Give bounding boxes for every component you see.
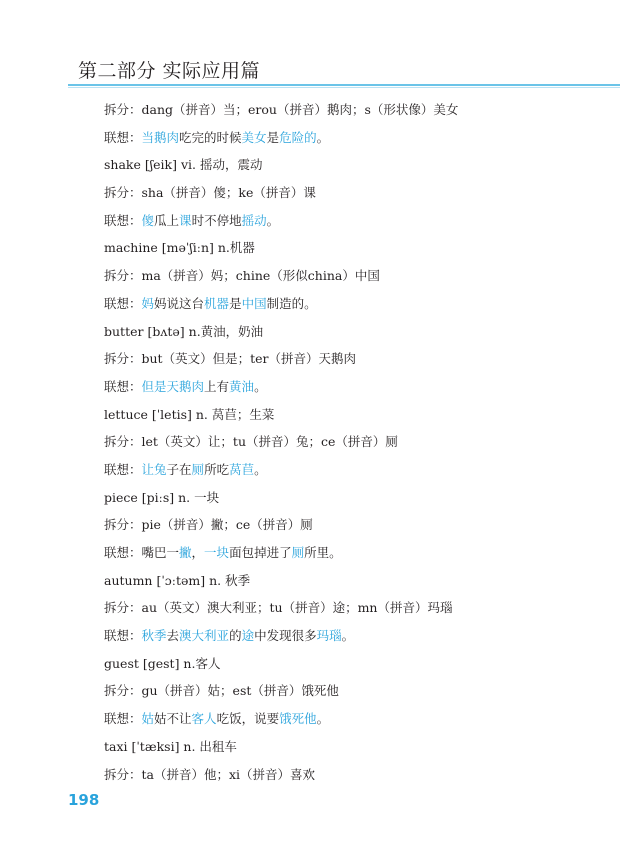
highlighted-text: 让兔 — [141, 461, 167, 477]
highlighted-text: 机器 — [204, 295, 230, 311]
line-text: 中发现很多 — [254, 628, 317, 644]
line-text: 姑不让 — [154, 711, 192, 727]
line-text: 去 — [166, 628, 180, 644]
line-text: 所里。 — [304, 545, 342, 560]
highlighted-text: 澳大利亚 — [179, 628, 230, 644]
line-text: 拆分：gu（拼音）姑；est（拼音）饿死他 — [104, 683, 339, 699]
highlighted-text: 黄油 — [229, 378, 255, 394]
line-text: 。 — [266, 212, 280, 228]
line-text: ， — [191, 545, 205, 560]
line-text: 。 — [316, 129, 330, 145]
highlighted-text: 撇 — [179, 545, 192, 560]
entry-line — [104, 401, 604, 429]
line-text: 妈说这台 — [154, 295, 205, 311]
highlighted-text: 危险的 — [279, 129, 317, 145]
line-text: piece [piːs] n. 一块 — [104, 489, 220, 505]
entry-line — [104, 650, 604, 678]
header-rule-thin — [68, 87, 620, 88]
line-text: 联想： — [104, 461, 142, 477]
line-text: 是 — [266, 129, 280, 145]
entry-line — [104, 594, 604, 622]
highlighted-text: 客人 — [191, 711, 217, 727]
highlighted-text: 课 — [179, 212, 192, 228]
line-text: 拆分：ta（拼音）他；xi（拼音）喜欢 — [104, 766, 316, 782]
highlighted-text: 途 — [241, 628, 255, 644]
header-rule — [68, 84, 620, 86]
entry-line — [104, 207, 604, 235]
highlighted-text: 姑 — [141, 711, 155, 727]
highlighted-text: 玛瑙 — [316, 628, 342, 644]
line-text: 联想： — [104, 295, 142, 311]
page-number: 198 — [68, 791, 100, 809]
highlighted-text: 妈 — [141, 295, 155, 311]
line-text: 时不停地 — [191, 212, 242, 228]
entry-line — [104, 373, 604, 401]
highlighted-text: 中国 — [241, 295, 267, 311]
line-text: 。 — [341, 628, 355, 644]
line-text: 拆分：au（英文）澳大利亚；tu（拼音）途；mn（拼音）玛瑙 — [104, 600, 453, 616]
entry-line — [104, 179, 604, 207]
entry-line — [104, 124, 604, 152]
vocabulary-entries — [104, 96, 604, 788]
line-text: 的 — [229, 628, 242, 644]
line-text: autumn [ˈɔːtəm] n. 秋季 — [104, 572, 251, 588]
highlighted-text: 当鹅肉 — [141, 129, 180, 145]
chapter-title: 第二部分 实际应用篇 — [78, 60, 261, 82]
line-text: 制造的。 — [266, 295, 317, 311]
line-text: 联想： — [104, 212, 142, 228]
line-text: 联想： — [104, 628, 142, 644]
line-text: guest [gest] n.客人 — [104, 655, 221, 671]
line-text: butter [bʌtə] n.黄油，奶油 — [104, 323, 264, 339]
entry-line — [104, 677, 604, 705]
line-text: 吃完的时候 — [179, 129, 242, 145]
entry-line — [104, 511, 604, 539]
line-text: machine [məˈʃiːn] n.机器 — [104, 240, 255, 256]
line-text: 上有 — [204, 378, 230, 394]
entry-line — [104, 622, 604, 650]
entry-line — [104, 345, 604, 373]
line-text: 联想： — [104, 129, 142, 145]
entry-line — [104, 96, 604, 124]
line-text: 。 — [316, 711, 330, 727]
line-text: lettuce [ˈletis] n. 莴苣；生菜 — [104, 406, 275, 422]
line-text: 所吃 — [204, 461, 230, 477]
highlighted-text: 厕 — [191, 461, 205, 477]
line-text: 拆分：dang（拼音）当；erou（拼音）鹅肉；s（形状像）美女 — [104, 102, 459, 117]
line-text: 拆分：let（英文）让；tu（拼音）兔；ce（拼音）厕 — [104, 434, 398, 450]
line-text: 子在 — [166, 461, 192, 477]
entry-line — [104, 484, 604, 512]
highlighted-text: 傻 — [141, 212, 155, 228]
line-text: 吃饭，说要 — [216, 711, 280, 727]
entry-line — [104, 318, 604, 346]
highlighted-text: 摇动 — [241, 212, 267, 228]
line-text: 拆分：sha（拼音）傻；ke（拼音）课 — [104, 185, 316, 201]
highlighted-text: 莴苣 — [229, 461, 255, 477]
highlighted-text: 美女 — [241, 129, 267, 145]
entry-line — [104, 234, 604, 262]
line-text: 拆分：but（英文）但是；ter（拼音）天鹅肉 — [104, 351, 356, 367]
entry-line — [104, 428, 604, 456]
highlighted-text: 饿死他 — [279, 711, 317, 727]
highlighted-text: 一块 — [204, 545, 230, 560]
line-text: 联想：嘴巴一 — [104, 545, 180, 560]
line-text: 。 — [254, 378, 267, 394]
entry-line — [104, 705, 604, 733]
entry-line — [104, 262, 604, 290]
entry-line — [104, 539, 604, 567]
line-text: 拆分：ma（拼音）妈；chine（形似china）中国 — [104, 268, 380, 284]
line-text: shake [ʃeik] vi. 摇动，震动 — [104, 157, 263, 173]
highlighted-text: 秋季 — [141, 628, 167, 644]
line-text: 拆分：pie（拼音）撇；ce（拼音）厕 — [104, 517, 313, 533]
line-text: 联想： — [104, 378, 142, 394]
line-text: 是 — [229, 295, 242, 311]
highlighted-text: 但是天鹅肉 — [141, 378, 205, 394]
entry-line — [104, 733, 604, 761]
highlighted-text: 厕 — [291, 545, 305, 560]
entry-line — [104, 567, 604, 595]
entry-line — [104, 151, 604, 179]
line-text: taxi [ˈtæksi] n. 出租车 — [104, 738, 237, 754]
line-text: 瓜上 — [154, 212, 180, 228]
entry-line — [104, 761, 604, 789]
line-text: 联想： — [104, 711, 142, 727]
line-text: 。 — [254, 461, 267, 477]
line-text: 面包掉进了 — [229, 545, 292, 560]
entry-line — [104, 290, 604, 318]
entry-line — [104, 456, 604, 484]
